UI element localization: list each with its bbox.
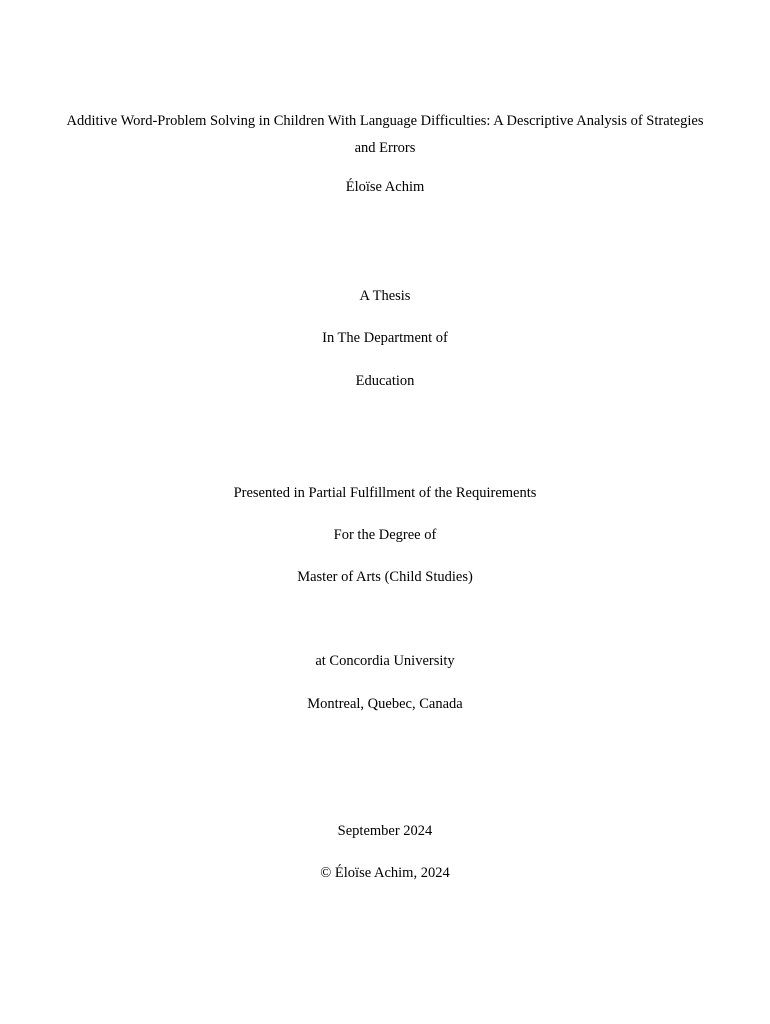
university-name: at Concordia University bbox=[315, 653, 455, 669]
thesis-title: Additive Word-Problem Solving in Children With Language Difficulties: A Descriptive Analysis of Strategies and Errors bbox=[66, 113, 704, 156]
location: Montreal, Quebec, Canada bbox=[307, 696, 463, 712]
department-name: Education bbox=[355, 373, 415, 389]
thesis-label: A Thesis bbox=[359, 288, 411, 304]
degree-name: Master of Arts (Child Studies) bbox=[297, 569, 473, 585]
degree-line: For the Degree of bbox=[333, 527, 437, 543]
submission-date: September 2024 bbox=[337, 823, 433, 839]
author-name: Éloïse Achim bbox=[345, 179, 425, 195]
department-line: In The Department of bbox=[322, 330, 448, 346]
copyright-notice: © Éloïse Achim, 2024 bbox=[320, 865, 450, 881]
requirements-line: Presented in Partial Fulfillment of the Requirements bbox=[233, 485, 537, 501]
